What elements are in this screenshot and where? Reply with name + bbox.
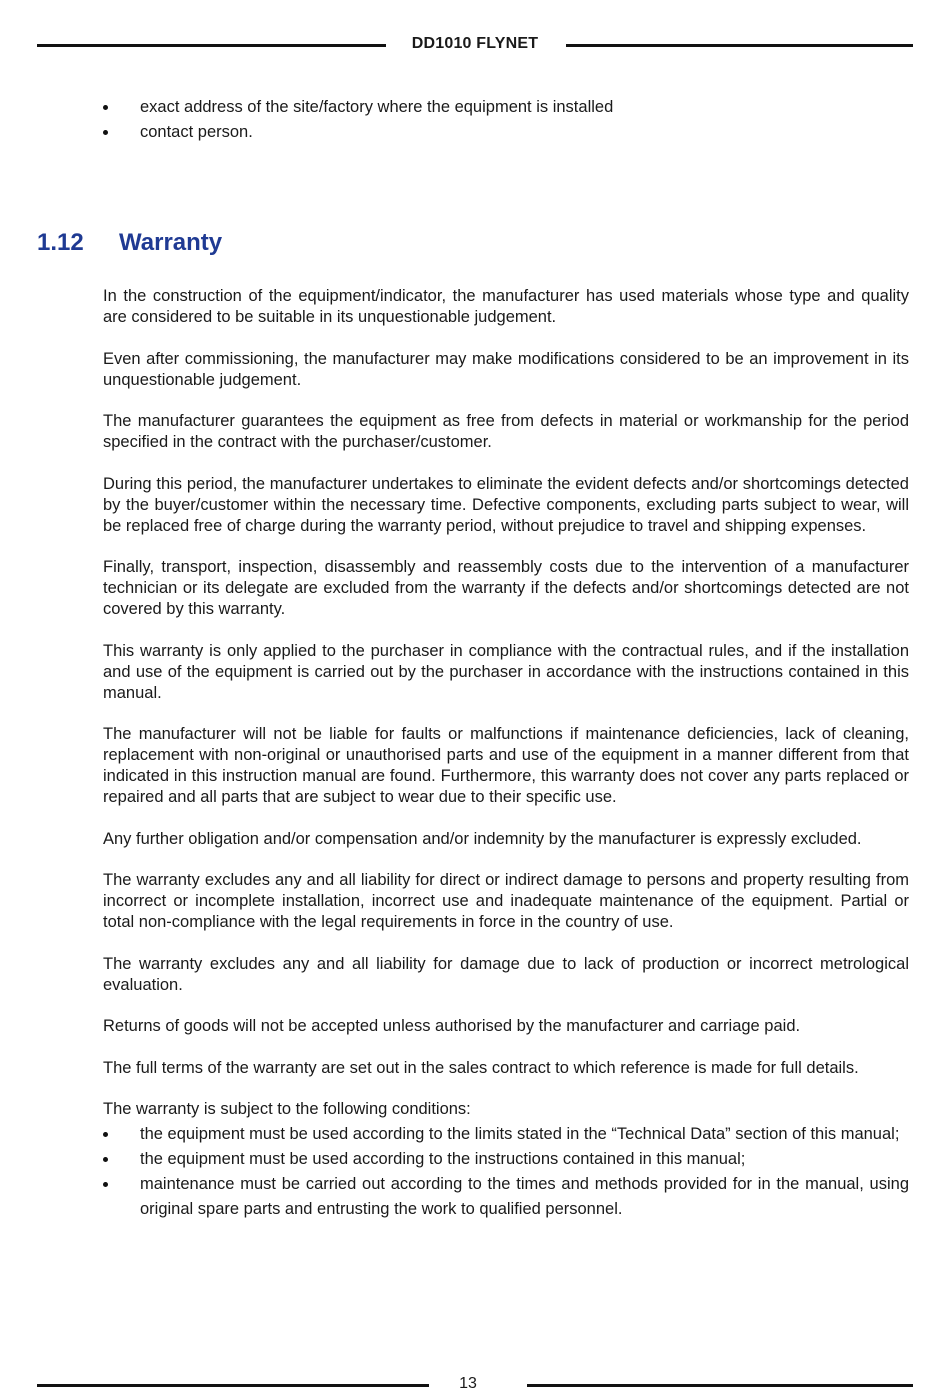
- page-number: 13: [459, 1375, 477, 1392]
- top-bullet-list: [103, 95, 909, 145]
- paragraph: The manufacturer will not be liable for faults or malfunctions if maintenance deficiencies, lack of cleaning, replacement with non-original or unauthorised parts and use of the equipment in a manner different from that indicated in this instruction manual are found. Furthermore, this warranty does not cover any parts replaced or repaired and all parts that are subject to wear due to their specific use.: [103, 725, 909, 806]
- list-item-text: contact person.: [140, 123, 253, 141]
- bullet-icon: [103, 105, 108, 110]
- list-item: [103, 95, 909, 120]
- footer-rule-left: [37, 1384, 429, 1387]
- list-item-text: the equipment must be used according to the instructions contained in this manual;: [140, 1150, 746, 1168]
- list-item: [103, 120, 909, 145]
- paragraph: The full terms of the warranty are set out in the sales contract to which reference is made for full details.: [103, 1058, 859, 1077]
- conditions-list: [103, 1122, 909, 1222]
- header-rule-right: [566, 44, 913, 47]
- conditions-intro: The warranty is subject to the following conditions:: [103, 1100, 471, 1118]
- section-body: [103, 286, 909, 1222]
- list-item: [103, 1147, 909, 1172]
- paragraph: Even after commissioning, the manufacturer may make modifications considered to be an improvement in its unquestionable judgement.: [103, 349, 909, 389]
- bullet-icon: [103, 1157, 108, 1162]
- list-item-text: the equipment must be used according to the limits stated in the “Technical Data” section of this manual;: [140, 1125, 900, 1143]
- bullet-icon: [103, 1132, 108, 1137]
- paragraph: This warranty is only applied to the purchaser in compliance with the contractual rules, and if the installation and use of the equipment is carried out by the purchaser in accordance with the instructions contained in this manual.: [103, 641, 909, 702]
- list-item-text: exact address of the site/factory where the equipment is installed: [140, 98, 614, 116]
- paragraph: The warranty excludes any and all liability for damage due to lack of production or incorrect metrological evaluation.: [103, 954, 909, 994]
- section-number: 1.12: [37, 229, 84, 256]
- list-item: [103, 1122, 909, 1147]
- paragraph: Any further obligation and/or compensation and/or indemnity by the manufacturer is expressly excluded.: [103, 829, 862, 848]
- paragraph: The warranty excludes any and all liability for direct or indirect damage to persons and property resulting from incorrect or incomplete installation, incorrect use and inadequate maintenance of the equipment. Partial or total non-compliance with the legal requirements in force in the country of use.: [103, 871, 909, 931]
- paragraph: Returns of goods will not be accepted unless authorised by the manufacturer and carriage paid.: [103, 1017, 801, 1035]
- section-title: Warranty: [119, 229, 223, 256]
- paragraph: During this period, the manufacturer undertakes to eliminate the evident defects and/or shortcomings detected by the buyer/customer within the necessary time. Defective components, excluding parts subject to wear, will be replaced free of charge during the warranty period, without prejudice to travel and shipping expenses.: [103, 474, 909, 535]
- header-rule-left: [37, 44, 386, 47]
- paragraph: In the construction of the equipment/indicator, the manufacturer has used materials whose type and quality are considered to be suitable in its unquestionable judgement.: [103, 287, 909, 326]
- footer-rule-right: [527, 1384, 913, 1387]
- bullet-icon: [103, 1182, 108, 1187]
- paragraph: Finally, transport, inspection, disassembly and reassembly costs due to the intervention of a manufacturer technician or its delegate are excluded from the warranty if the defects and/or shortcomings detected are not covered by this warranty.: [103, 558, 909, 618]
- section-heading: [37, 229, 222, 257]
- bullet-icon: [103, 130, 108, 135]
- list-item-text: maintenance must be carried out according to the times and methods provided for in the manual, using original spare parts and entrusting the work to qualified personnel.: [140, 1175, 909, 1218]
- list-item: [103, 1172, 909, 1222]
- document-title: DD1010 FLYNET: [411, 35, 539, 52]
- paragraph: The manufacturer guarantees the equipment as free from defects in material or workmanship for the period specified in the contract with the purchaser/customer.: [103, 412, 909, 451]
